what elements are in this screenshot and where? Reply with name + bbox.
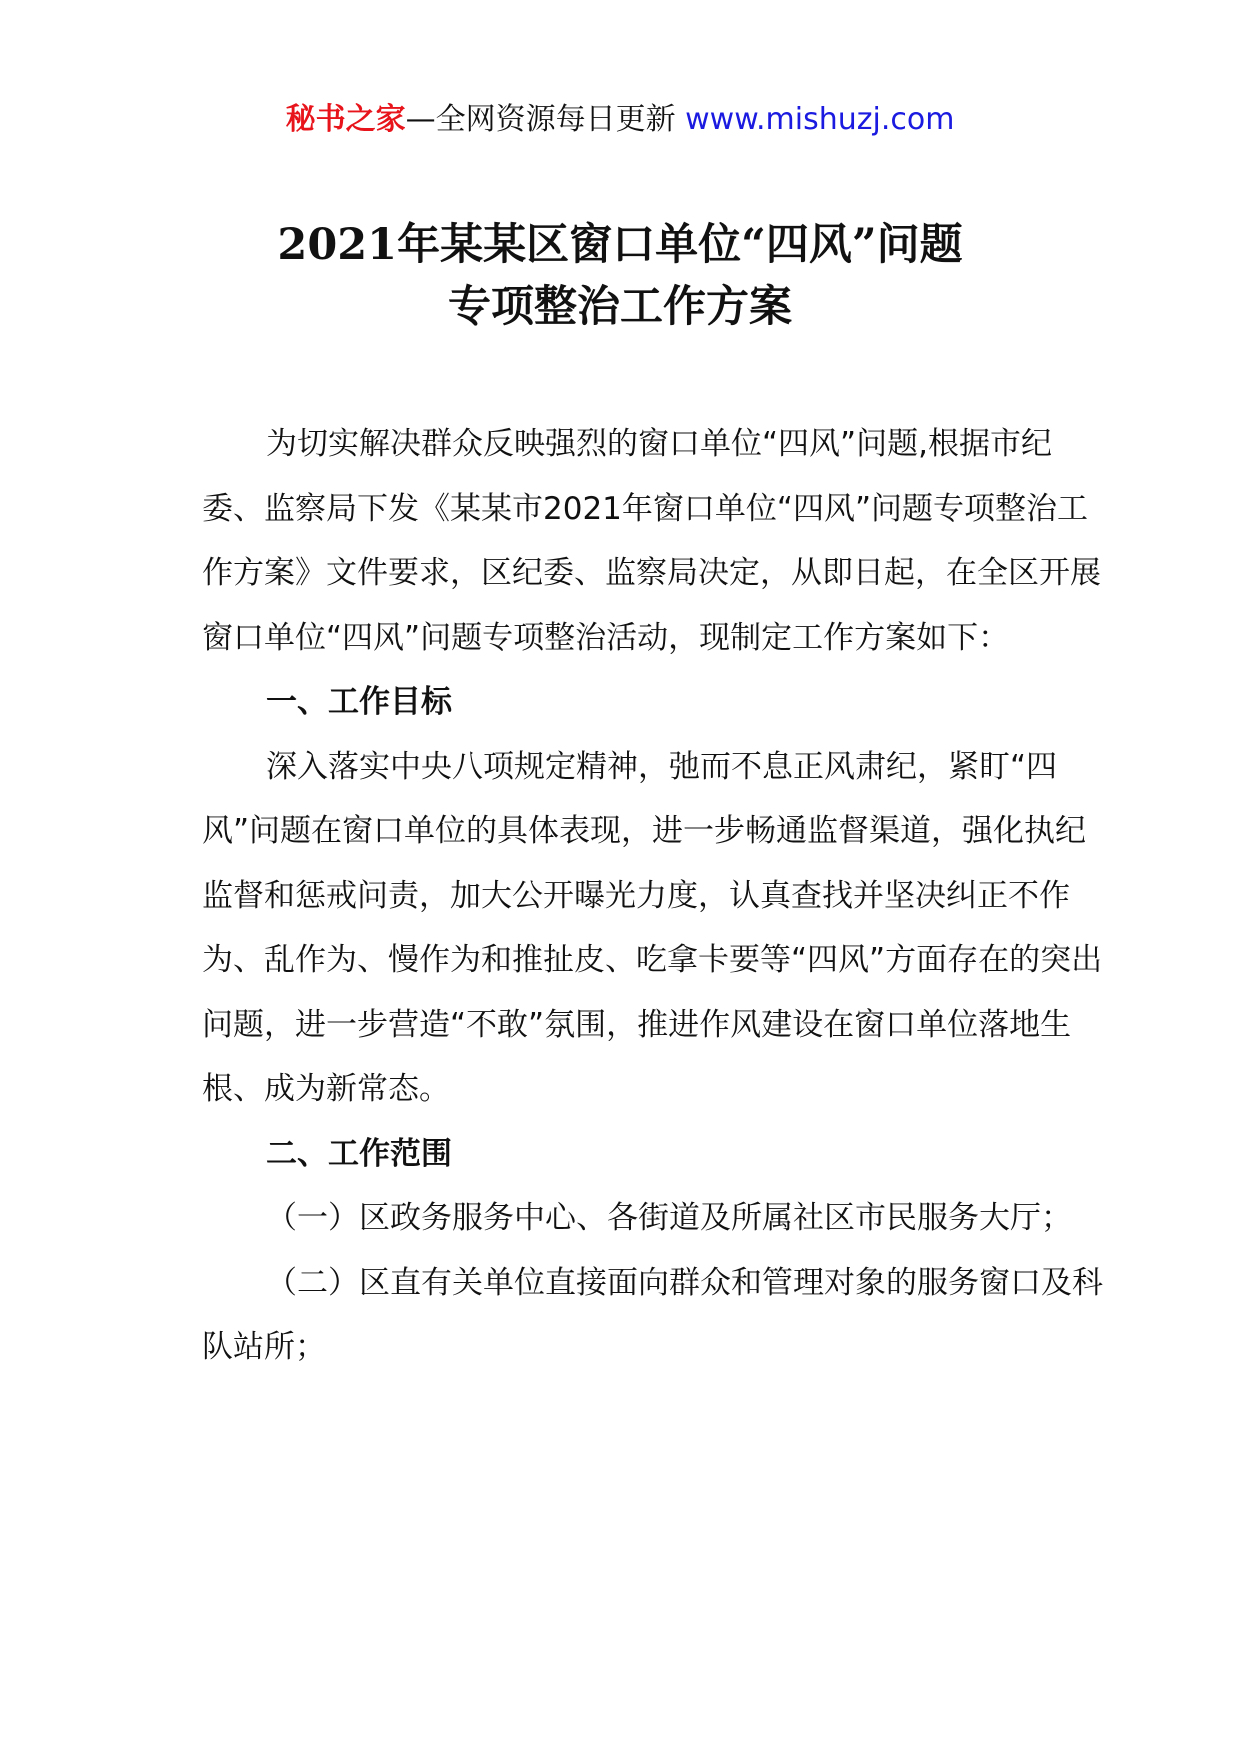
goals-paragraph: 深入落实中央八项规定精神，弛而不息正风肃纪，紧盯“四风”问题在窗口单位的具体表现，进一步畅通监督渠道，强化执纪监督和惩戒问责，加大公开曝光力度，认真查找并坚决纠正不作为、乱作为、慢作为和推扯皮、吃拿卡要等“四风”方面存在的突出问题，进一步营造“不敢”氛围，推进作风建设在窗口单位落地生根、成为新常态。 [202,748,1103,1107]
document-body [202,412,1112,1380]
scope-item-2: （二）区直有关单位直接面向群众和管理对象的服务窗口及科队站所； [202,1264,1103,1365]
title-line-2: 专项整治工作方案 [448,282,792,332]
section-heading-goals: 一、工作目标 [266,684,452,720]
title-line-1: 2021年某某区窗口单位“四风”问题 [277,220,963,270]
site-url-link[interactable]: www.mishuzj.com [685,102,955,137]
site-header [0,100,1240,140]
section-heading-scope: 二、工作范围 [266,1135,452,1172]
intro-paragraph: 为切实解决群众反映强烈的窗口单位“四风”问题,根据市纪委、监察局下发《某某市2021年窗口单位“四风”问题专项整治工作方案》文件要求，区纪委、监察局决定，从即日起，在全区开展窗口单位“四风”问题专项整治活动，现制定工作方案如下： [202,426,1101,656]
brand-name: 秘书之家 [285,102,406,137]
header-tagline: —全网资源每日更新 [405,102,686,137]
scope-item-1: （一）区政务服务中心、各街道及所属社区市民服务大厅； [266,1200,1072,1236]
document-title [0,214,1240,338]
